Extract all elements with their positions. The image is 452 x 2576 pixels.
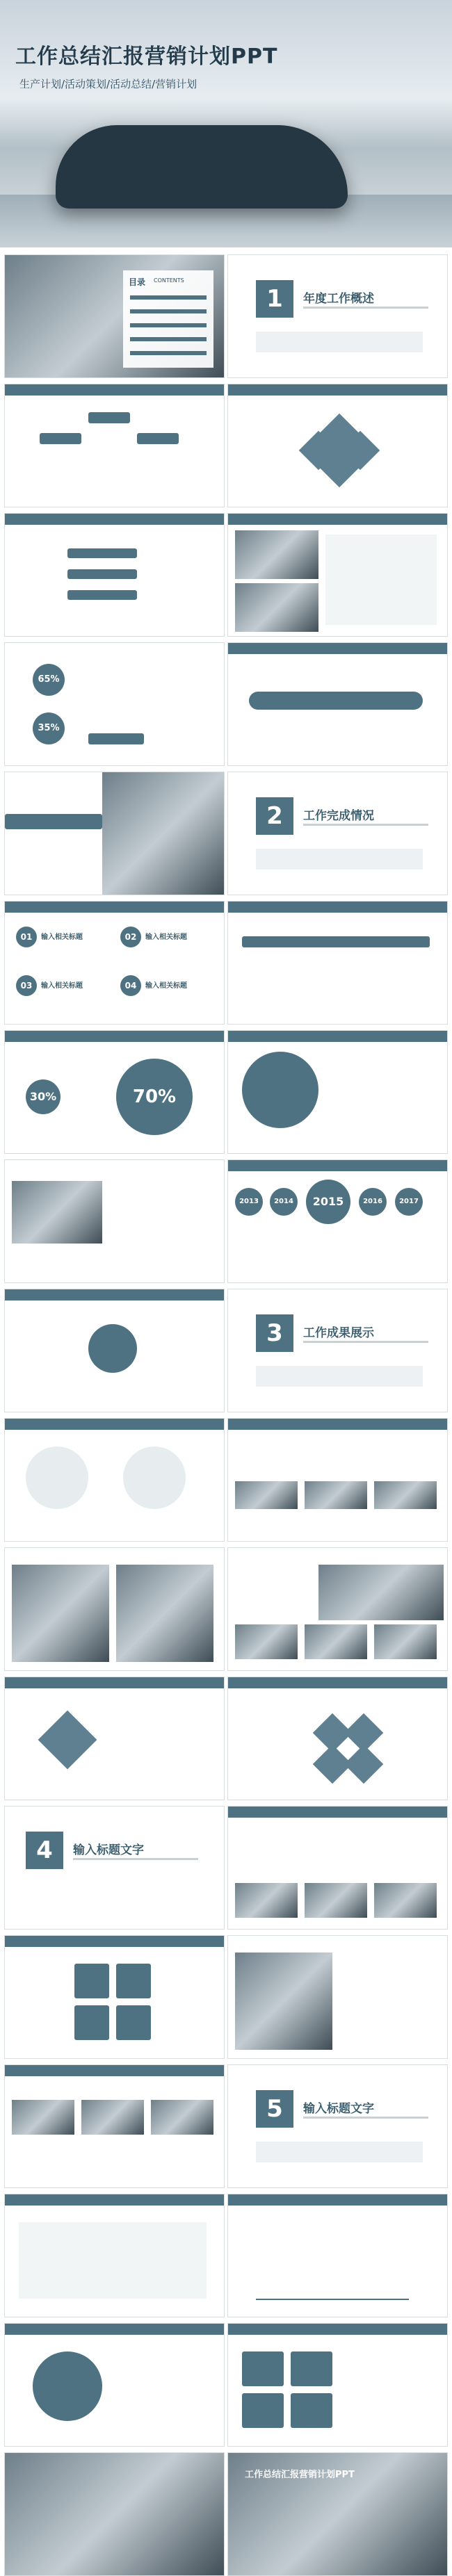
slide-plan[interactable]: [4, 772, 225, 895]
card-title: 输入相关标题: [145, 934, 187, 941]
section-title: 输入标题文字: [73, 1843, 144, 1857]
slide-header-bar: [228, 1419, 447, 1430]
slide-header-bar: [228, 643, 447, 654]
arrow-strip: [242, 936, 430, 947]
section-number: 3: [256, 1314, 293, 1352]
flow-step: [67, 569, 137, 579]
slide-bubbles[interactable]: [4, 1418, 225, 1542]
slide-photo-text[interactable]: [227, 513, 448, 637]
bubble: [123, 1446, 186, 1509]
timeline-year-main: 2015: [306, 1180, 350, 1224]
car-photo: [235, 1953, 332, 2050]
slide-header-bar: [228, 514, 447, 525]
percent-badge: 35%: [33, 712, 65, 744]
slide-header-bar: [5, 1419, 224, 1430]
toc-panel: [123, 270, 213, 368]
car-photo: [374, 1624, 437, 1659]
slide-interior[interactable]: [4, 1159, 225, 1283]
car-photo: [305, 1624, 367, 1659]
slide-ending[interactable]: [4, 2452, 225, 2576]
label-pill: [137, 433, 179, 444]
slide-section-5[interactable]: [227, 2064, 448, 2188]
section-title: 工作成果展示: [303, 1326, 374, 1340]
slide-hexagons[interactable]: [227, 1677, 448, 1800]
slide-icon-grid[interactable]: [4, 1935, 225, 2059]
card-title: 输入相关标题: [145, 982, 187, 990]
card-photo: [374, 1883, 437, 1918]
slide-growth[interactable]: [227, 2194, 448, 2317]
body-text-block: [325, 535, 437, 625]
slide-header-bar: [228, 384, 447, 396]
toc-subtitle: CONTENTS: [154, 277, 184, 284]
toc-item: [130, 351, 207, 355]
slide-boxes[interactable]: [227, 2323, 448, 2447]
cover-subtitle: 生产计划/活动策划/活动总结/营销计划: [19, 78, 197, 90]
toc-title: 目录: [129, 277, 146, 287]
slide-three-cards[interactable]: [227, 1806, 448, 1930]
box: [291, 2351, 332, 2386]
timeline-year: 2016: [359, 1188, 387, 1216]
timeline-year: 2017: [395, 1188, 423, 1216]
cover-slide: [0, 0, 452, 247]
divider: [303, 307, 428, 309]
slide-text-columns[interactable]: [4, 2194, 225, 2317]
slide-header-bar: [5, 2324, 224, 2335]
closing-title: 工作总结汇报营销计划PPT: [245, 2470, 355, 2480]
box: [242, 2351, 284, 2386]
slide-header-bar: [5, 1031, 224, 1042]
slide-header-bar: [228, 1031, 447, 1042]
icon-tile: [116, 2005, 151, 2040]
slide-diamond[interactable]: [4, 1677, 225, 1800]
toc-item: [130, 309, 207, 313]
ratio-badge: 30%: [26, 1079, 60, 1114]
chart-photo: [235, 583, 318, 632]
summary-circle: [33, 2351, 102, 2421]
slide-ratio[interactable]: [4, 1030, 225, 1154]
card-number: 03: [16, 975, 37, 996]
car-photo: [235, 1624, 298, 1659]
slide-flow[interactable]: [4, 513, 225, 637]
drop-shape: [242, 1052, 318, 1128]
section-number: 2: [256, 797, 293, 835]
body-text-block: [256, 2142, 423, 2162]
cover-title: 工作总结汇报营销计划PPT: [15, 44, 278, 69]
compare-shape: [88, 1324, 137, 1373]
label-pill: [88, 733, 144, 744]
slide-section-1[interactable]: [227, 254, 448, 378]
slide-header-bar: [5, 1677, 224, 1688]
car-road-photo: [102, 772, 225, 895]
bubble: [26, 1446, 88, 1509]
divider: [73, 1858, 198, 1860]
slide-closing[interactable]: [227, 2452, 448, 2576]
timeline-year: 2013: [235, 1188, 263, 1216]
slide-cards[interactable]: [4, 901, 225, 1025]
divider: [303, 824, 428, 826]
slide-timeline[interactable]: [227, 1159, 448, 1283]
slide-header-bar: [228, 1677, 447, 1688]
slide-compare[interactable]: [4, 1289, 225, 1412]
slide-cross-diagram[interactable]: [227, 384, 448, 507]
collage-photo: [12, 1565, 109, 1662]
car-image: [56, 125, 348, 209]
flow-step: [67, 590, 137, 600]
card-photo: [305, 1883, 367, 1918]
body-text-block: [256, 849, 423, 870]
diamond-shape: [38, 1711, 97, 1770]
slide-toc[interactable]: [4, 254, 225, 378]
card-number: 04: [120, 975, 141, 996]
slide-gallery[interactable]: [227, 1418, 448, 1542]
card-number: 01: [16, 927, 37, 947]
gallery-photo: [305, 1481, 367, 1509]
slide-header-bar: [5, 2194, 224, 2206]
slide-header-bar: [5, 1289, 224, 1301]
hexagon-shape: [344, 1745, 384, 1784]
slide-section-3[interactable]: [227, 1289, 448, 1412]
slide-arrows[interactable]: [227, 901, 448, 1025]
icon-tile: [116, 1964, 151, 1998]
slide-drop[interactable]: [227, 1030, 448, 1154]
slide-header-bar: [5, 2065, 224, 2076]
icon-strip: [249, 692, 423, 710]
slide-diagram[interactable]: [4, 384, 225, 507]
section-title: 工作完成情况: [303, 809, 374, 823]
slide-car-road[interactable]: [227, 1547, 448, 1671]
slide-percent[interactable]: [4, 642, 225, 766]
section-number: 5: [256, 2090, 293, 2128]
icon-tile: [74, 2005, 109, 2040]
slide-header-bar: [5, 384, 224, 396]
gallery-photo: [374, 1481, 437, 1509]
divider: [303, 1341, 428, 1343]
growth-line: [256, 2299, 409, 2300]
ending-photo: [5, 2453, 225, 2576]
row-photo: [151, 2100, 213, 2135]
slide-header-bar: [5, 902, 224, 913]
icon-tile: [74, 1964, 109, 1998]
collage-photo: [116, 1565, 213, 1662]
slide-summary[interactable]: [4, 2323, 225, 2447]
row-photo: [12, 2100, 74, 2135]
section-number: 1: [256, 280, 293, 318]
slide-header-bar: [228, 902, 447, 913]
box: [242, 2393, 284, 2428]
ratio-badge: 70%: [116, 1059, 193, 1135]
slide-car-photo[interactable]: [227, 1935, 448, 2059]
slide-section-4[interactable]: [4, 1806, 225, 1930]
meeting-photo: [235, 530, 318, 579]
car-road-photo: [318, 1565, 444, 1620]
card-photo: [235, 1883, 298, 1918]
slide-photo-row[interactable]: [4, 2064, 225, 2188]
gallery-photo: [235, 1481, 298, 1509]
toc-item: [130, 323, 207, 327]
divider: [303, 2117, 428, 2119]
row-photo: [81, 2100, 144, 2135]
label-pill: [88, 412, 130, 423]
toc-item: [130, 295, 207, 300]
flow-step: [67, 548, 137, 558]
card-title: 输入相关标题: [41, 934, 83, 941]
box: [291, 2393, 332, 2428]
slide-header-bar: [228, 1160, 447, 1171]
plan-label: [5, 814, 102, 829]
interior-photo: [12, 1181, 102, 1244]
toc-item: [130, 337, 207, 341]
slide-header-bar: [5, 514, 224, 525]
slide-collage[interactable]: [4, 1547, 225, 1671]
section-title: 年度工作概述: [303, 292, 374, 306]
body-text-block: [19, 2222, 207, 2299]
slide-header-bar: [228, 2194, 447, 2206]
body-text-block: [256, 332, 423, 352]
slide-header-bar: [228, 1807, 447, 1818]
slide-section-2[interactable]: [227, 772, 448, 895]
body-text-block: [256, 1366, 423, 1387]
card-number: 02: [120, 927, 141, 947]
slide-header-bar: [5, 1936, 224, 1947]
card-title: 输入相关标题: [41, 982, 83, 990]
label-pill: [40, 433, 81, 444]
percent-badge: 65%: [33, 664, 65, 696]
section-number: 4: [26, 1832, 63, 1869]
slide-header-bar: [228, 2324, 447, 2335]
timeline-year: 2014: [270, 1188, 298, 1216]
slide-icons[interactable]: [227, 642, 448, 766]
section-title: 输入标题文字: [303, 2102, 374, 2116]
